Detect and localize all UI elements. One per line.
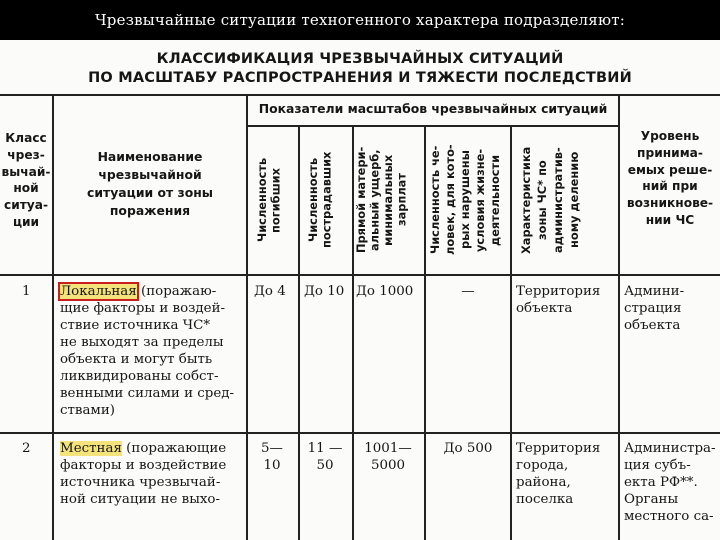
header-dead: Численность погибших — [255, 157, 283, 243]
heading-line-2: ПО МАСШТАБУ РАСПРОСТРАНЕНИЯ И ТЯЖЕСТИ ПОСЛЕДСТВИЙ — [88, 70, 632, 86]
rule-group-header — [246, 125, 618, 127]
row-1-disrupted: — — [461, 284, 475, 299]
row-1-name-highlight: Локальная — [60, 284, 137, 299]
row-1-name: Локальная (поражаю- щие факторы и воздей- ствие источника ЧС* не выходят за пределы объекта и могут быть ликвидированы собст- венными силами и сред- ствами) — [60, 284, 235, 418]
row-1-damage: До 1000 — [356, 284, 414, 299]
row-2-level: Администра- ция субъ- екта РФ**. Органы местного са- — [624, 441, 716, 524]
rule-col-2 — [246, 94, 248, 540]
row-1-injured: До 10 — [304, 284, 345, 299]
row-1-class: 1 — [22, 284, 31, 299]
header-damage: Прямой матери- альный ущерб, минимальных зарплат — [354, 146, 409, 254]
row-2-zone: Территория города, района, поселка — [516, 441, 601, 507]
rule-col-3 — [298, 125, 300, 540]
heading-line-1: КЛАССИФИКАЦИЯ ЧРЕЗВЫЧАЙНЫХ СИТУАЦИЙ — [156, 51, 564, 67]
row-2-injured: 11 — 50 — [307, 441, 343, 473]
header-injured: Численность пострадавших — [306, 151, 334, 249]
rule-row-1-bottom — [0, 432, 720, 434]
header-level: Уровень принима- емых реше- ний при возникнове- нии ЧС — [626, 129, 714, 227]
rule-col-5 — [424, 125, 426, 540]
header-disrupted: Численность че- ловек, для кото- рых нарушены условия жизне- деятельности — [428, 144, 502, 256]
row-2-dead: 5— 10 — [261, 441, 283, 473]
rule-top — [0, 94, 720, 96]
row-1-level: Админи- страция объекта — [624, 284, 685, 333]
row-1-dead: До 4 — [254, 284, 286, 299]
row-2-disrupted: До 500 — [443, 441, 493, 456]
row-1-zone: Территория объекта — [516, 284, 601, 316]
header-zone: Характеристика зоны ЧС* по административ- ному делению — [519, 146, 581, 254]
row-2-class: 2 — [22, 441, 31, 456]
header-name: Наименование чрезвычайной ситуации от зоны поражения — [87, 149, 213, 218]
header-group: Показатели масштабов чрезвычайных ситуаций — [258, 101, 608, 116]
row-2-damage: 1001— 5000 — [364, 441, 412, 473]
document-scan — [0, 40, 720, 540]
header-class: Класс чрез- вычай- ной ситуа- ции — [1, 131, 51, 229]
rule-header-bottom — [0, 274, 720, 276]
row-2-name-highlight: Местная — [60, 441, 122, 456]
row-2-name: Местная (поражающие факторы и воздействие источника чрезвычай- ной ситуации не выхо- — [60, 441, 227, 507]
slide-title: Чрезвычайные ситуации техногенного характера подразделяют: — [0, 0, 720, 40]
rule-col-6 — [510, 125, 512, 540]
table-heading — [0, 50, 720, 88]
